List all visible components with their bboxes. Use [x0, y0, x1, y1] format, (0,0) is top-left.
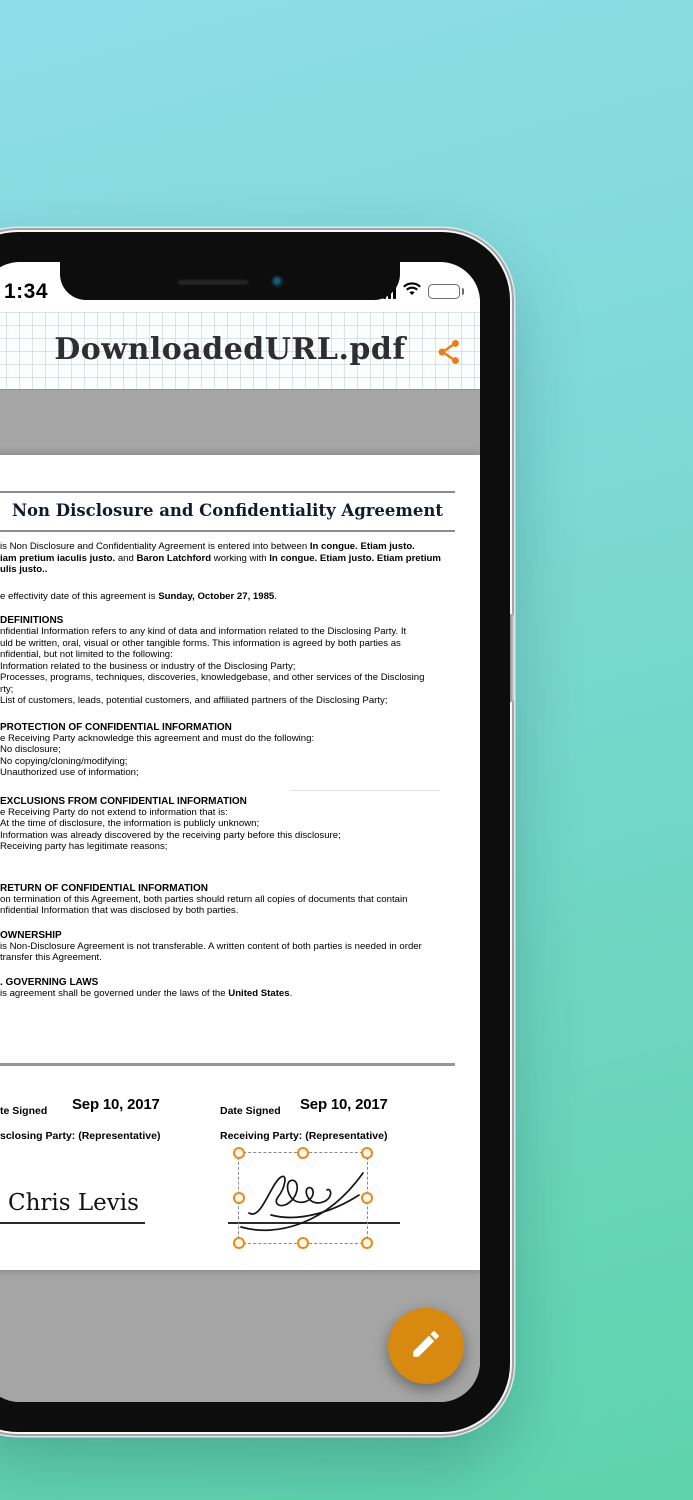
- doc-rule: [0, 491, 455, 493]
- pdf-paragraph: e effectivity date of this agreement is Sunday, October 27, 1985.: [0, 590, 277, 602]
- pdf-viewer[interactable]: [0, 390, 480, 1402]
- selection-handle[interactable]: [297, 1237, 309, 1249]
- pdf-section-heading: DEFINITIONS: [0, 615, 64, 626]
- selection-handle[interactable]: [233, 1192, 245, 1204]
- disclosing-party-label: sclosing Party: (Representative): [0, 1130, 161, 1142]
- pdf-document-content: [0, 455, 480, 1270]
- pdf-section-heading: PROTECTION OF CONFIDENTIAL INFORMATION: [0, 721, 232, 733]
- phone-screen: [0, 262, 480, 1402]
- pdf-doc-blocks: [0, 491, 455, 999]
- power-button: [510, 614, 514, 702]
- pencil-edit-icon: [409, 1327, 443, 1366]
- document-filename: DownloadedURL.pdf: [54, 332, 406, 367]
- signature-selection-box[interactable]: [238, 1152, 368, 1244]
- share-button[interactable]: [436, 338, 464, 366]
- pdf-paragraph: on termination of this Agreement, both parties should return all copies of documents that contain nfidential Information that was disclosed by both parties.: [0, 893, 408, 916]
- app-header: [0, 262, 480, 390]
- phone-frame: [0, 232, 510, 1432]
- pdf-paragraph: is Non-Disclosure Agreement is not transferable. A written content of both parties is needed in order transfer this Agreement.: [0, 940, 422, 963]
- edit-fab-button[interactable]: [388, 1308, 464, 1384]
- handwritten-signature: [229, 1155, 379, 1243]
- pdf-doc-title: Non Disclosure and Confidentiality Agreement: [11, 501, 444, 520]
- date-signed-label-left: te Signed: [0, 1105, 48, 1117]
- front-camera: [271, 275, 284, 288]
- date-signed-value-right: Sep 10, 2017: [300, 1096, 388, 1113]
- signature-area: [0, 1066, 480, 1258]
- pdf-document-page: [0, 455, 480, 1270]
- date-signed-value-left: Sep 10, 2017: [72, 1096, 160, 1113]
- pdf-paragraph: e Receiving Party acknowledge this agreement and must do the following: No disclosure; No copying/cloning/modifying; Unauthorized use of information;: [0, 732, 315, 778]
- app-title-bar: [0, 312, 480, 390]
- signature-line-left: [0, 1222, 145, 1224]
- pdf-paragraph: is Non Disclosure and Confidentiality Agreement is entered into between In congue. Etiam justo. iam pretium iaculis justo. and Baron Latchford working with In congue. Etiam justo. Etiam pretium ulis justo..: [0, 541, 441, 575]
- date-signed-label-right: Date Signed: [220, 1105, 281, 1117]
- battery-icon: [428, 284, 460, 299]
- status-time: 1:34: [4, 280, 49, 303]
- doc-rule: [0, 530, 455, 532]
- pdf-section-heading: EXCLUSIONS FROM CONFIDENTIAL INFORMATION: [0, 795, 247, 807]
- selection-handle[interactable]: [297, 1147, 309, 1159]
- pdf-paragraph: e Receiving Party do not extend to information that is: At the time of disclosure, the information is publicly unknown; Information was already discovered by the receiving party before this disclosure; Receiving party has legitimate reasons;: [0, 806, 341, 852]
- pdf-section-heading: . GOVERNING LAWS: [0, 976, 99, 988]
- receiving-party-label: Receiving Party: (Representative): [220, 1130, 388, 1142]
- pdf-section-heading: RETURN OF CONFIDENTIAL INFORMATION: [0, 882, 208, 894]
- wifi-icon: [402, 281, 422, 301]
- selection-handle[interactable]: [361, 1192, 373, 1204]
- page-separator-line: [290, 790, 440, 791]
- selection-handle[interactable]: [361, 1237, 373, 1249]
- selection-handle[interactable]: [361, 1147, 373, 1159]
- share-icon: [436, 353, 462, 370]
- notch: [60, 262, 400, 300]
- pdf-section-heading: OWNERSHIP: [0, 929, 62, 941]
- selection-handle[interactable]: [233, 1237, 245, 1249]
- speaker-grille: [177, 278, 249, 285]
- pdf-paragraph: is agreement shall be governed under the laws of the United States.: [0, 987, 293, 999]
- disclosing-signature-name: Chris Levis: [8, 1190, 139, 1216]
- pdf-paragraph: nfidential Information refers to any kind of data and information related to the Disclosing Party. It uld be written, oral, visual or other tangible forms. This information is agreed by both parties as nfidential, but not limited to the following: Information related to the business or industry of the Disclosing Party; Processes, programs, techniques, discoveries, knowledgebase, and other services of the Disclosing rty; List of customers, leads, potential customers, and affiliated partners of the Disclosing Party;: [0, 626, 425, 706]
- selection-handle[interactable]: [233, 1147, 245, 1159]
